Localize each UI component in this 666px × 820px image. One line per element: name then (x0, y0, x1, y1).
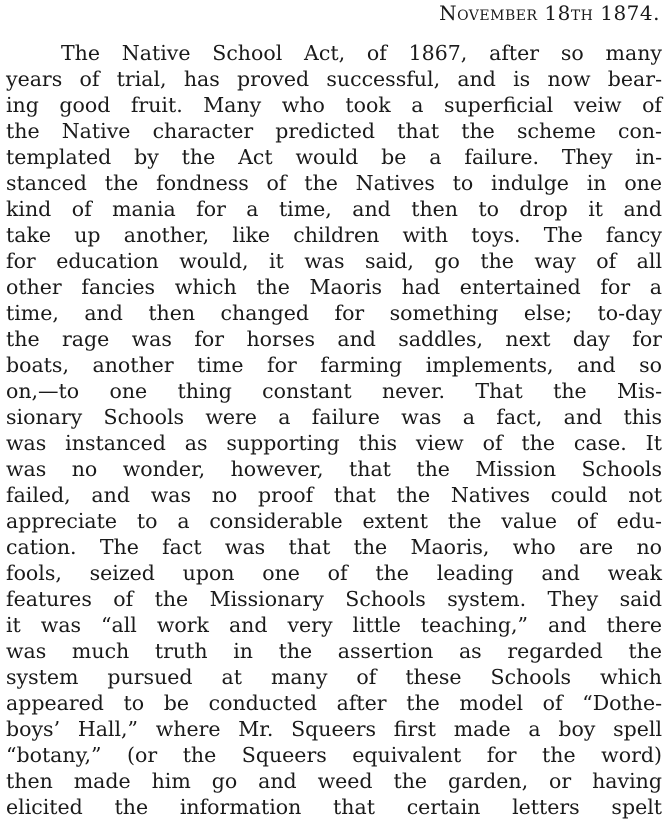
article-line: years of trial, has proved successful, and is now bear- (6, 67, 662, 91)
article-line: The Native School Act, of 1867, after so many (61, 41, 662, 65)
article-line: time, and then changed for something else; to-day (6, 301, 662, 325)
article-line: elicited the information that certain letters spelt (6, 795, 662, 819)
article-line: boats, another time for farming implements, and so (6, 353, 662, 377)
article-line: boys’ Hall,” where Mr. Squeers first made a boy spell (6, 717, 662, 741)
article-line: take up another, like children with toys. The fancy (6, 223, 662, 247)
article-line: features of the Missionary Schools system. They said (6, 587, 662, 611)
article-line: stanced the fondness of the Natives to indulge in one (6, 171, 662, 195)
article-line: the rage was for horses and saddles, next day for (6, 327, 662, 351)
article-line: “botany,” (or the Squeers equivalent for the word) (6, 743, 662, 767)
article-line: fools, seized upon one of the leading and weak (6, 561, 662, 585)
article-line: was no wonder, however, that the Mission Schools (6, 457, 662, 481)
article-line: was instanced as supporting this view of the case. It (6, 431, 662, 455)
article-line: appeared to be conducted after the model of “Dothe- (6, 691, 662, 715)
article-line: ing good fruit. Many who took a superficial veiw of (6, 93, 662, 117)
article-line: on,—to one thing constant never. That the Mis- (6, 379, 662, 403)
article-line: sionary Schools were a failure was a fact, and this (6, 405, 662, 429)
article-line: system pursued at many of these Schools which (6, 665, 662, 689)
article-line: for education would, it was said, go the way of all (6, 249, 662, 273)
article-line: then made him go and weed the garden, or having (6, 769, 662, 793)
article-line: it was “all work and very little teaching,” and there (6, 613, 662, 637)
article-date: November 18th 1874. (439, 1, 660, 25)
article-line: templated by the Act would be a failure. They in- (6, 145, 662, 169)
article-body (6, 40, 662, 820)
article-line: other fancies which the Maoris had entertained for a (6, 275, 662, 299)
article-line: cation. The fact was that the Maoris, who are no (6, 535, 662, 559)
article-line: was much truth in the assertion as regarded the (6, 639, 662, 663)
article-line: kind of mania for a time, and then to drop it and (6, 197, 662, 221)
article-line: the Native character predicted that the scheme con- (6, 119, 662, 143)
article-line: failed, and was no proof that the Natives could not (6, 483, 662, 507)
article-line: appreciate to a considerable extent the value of edu- (6, 509, 662, 533)
